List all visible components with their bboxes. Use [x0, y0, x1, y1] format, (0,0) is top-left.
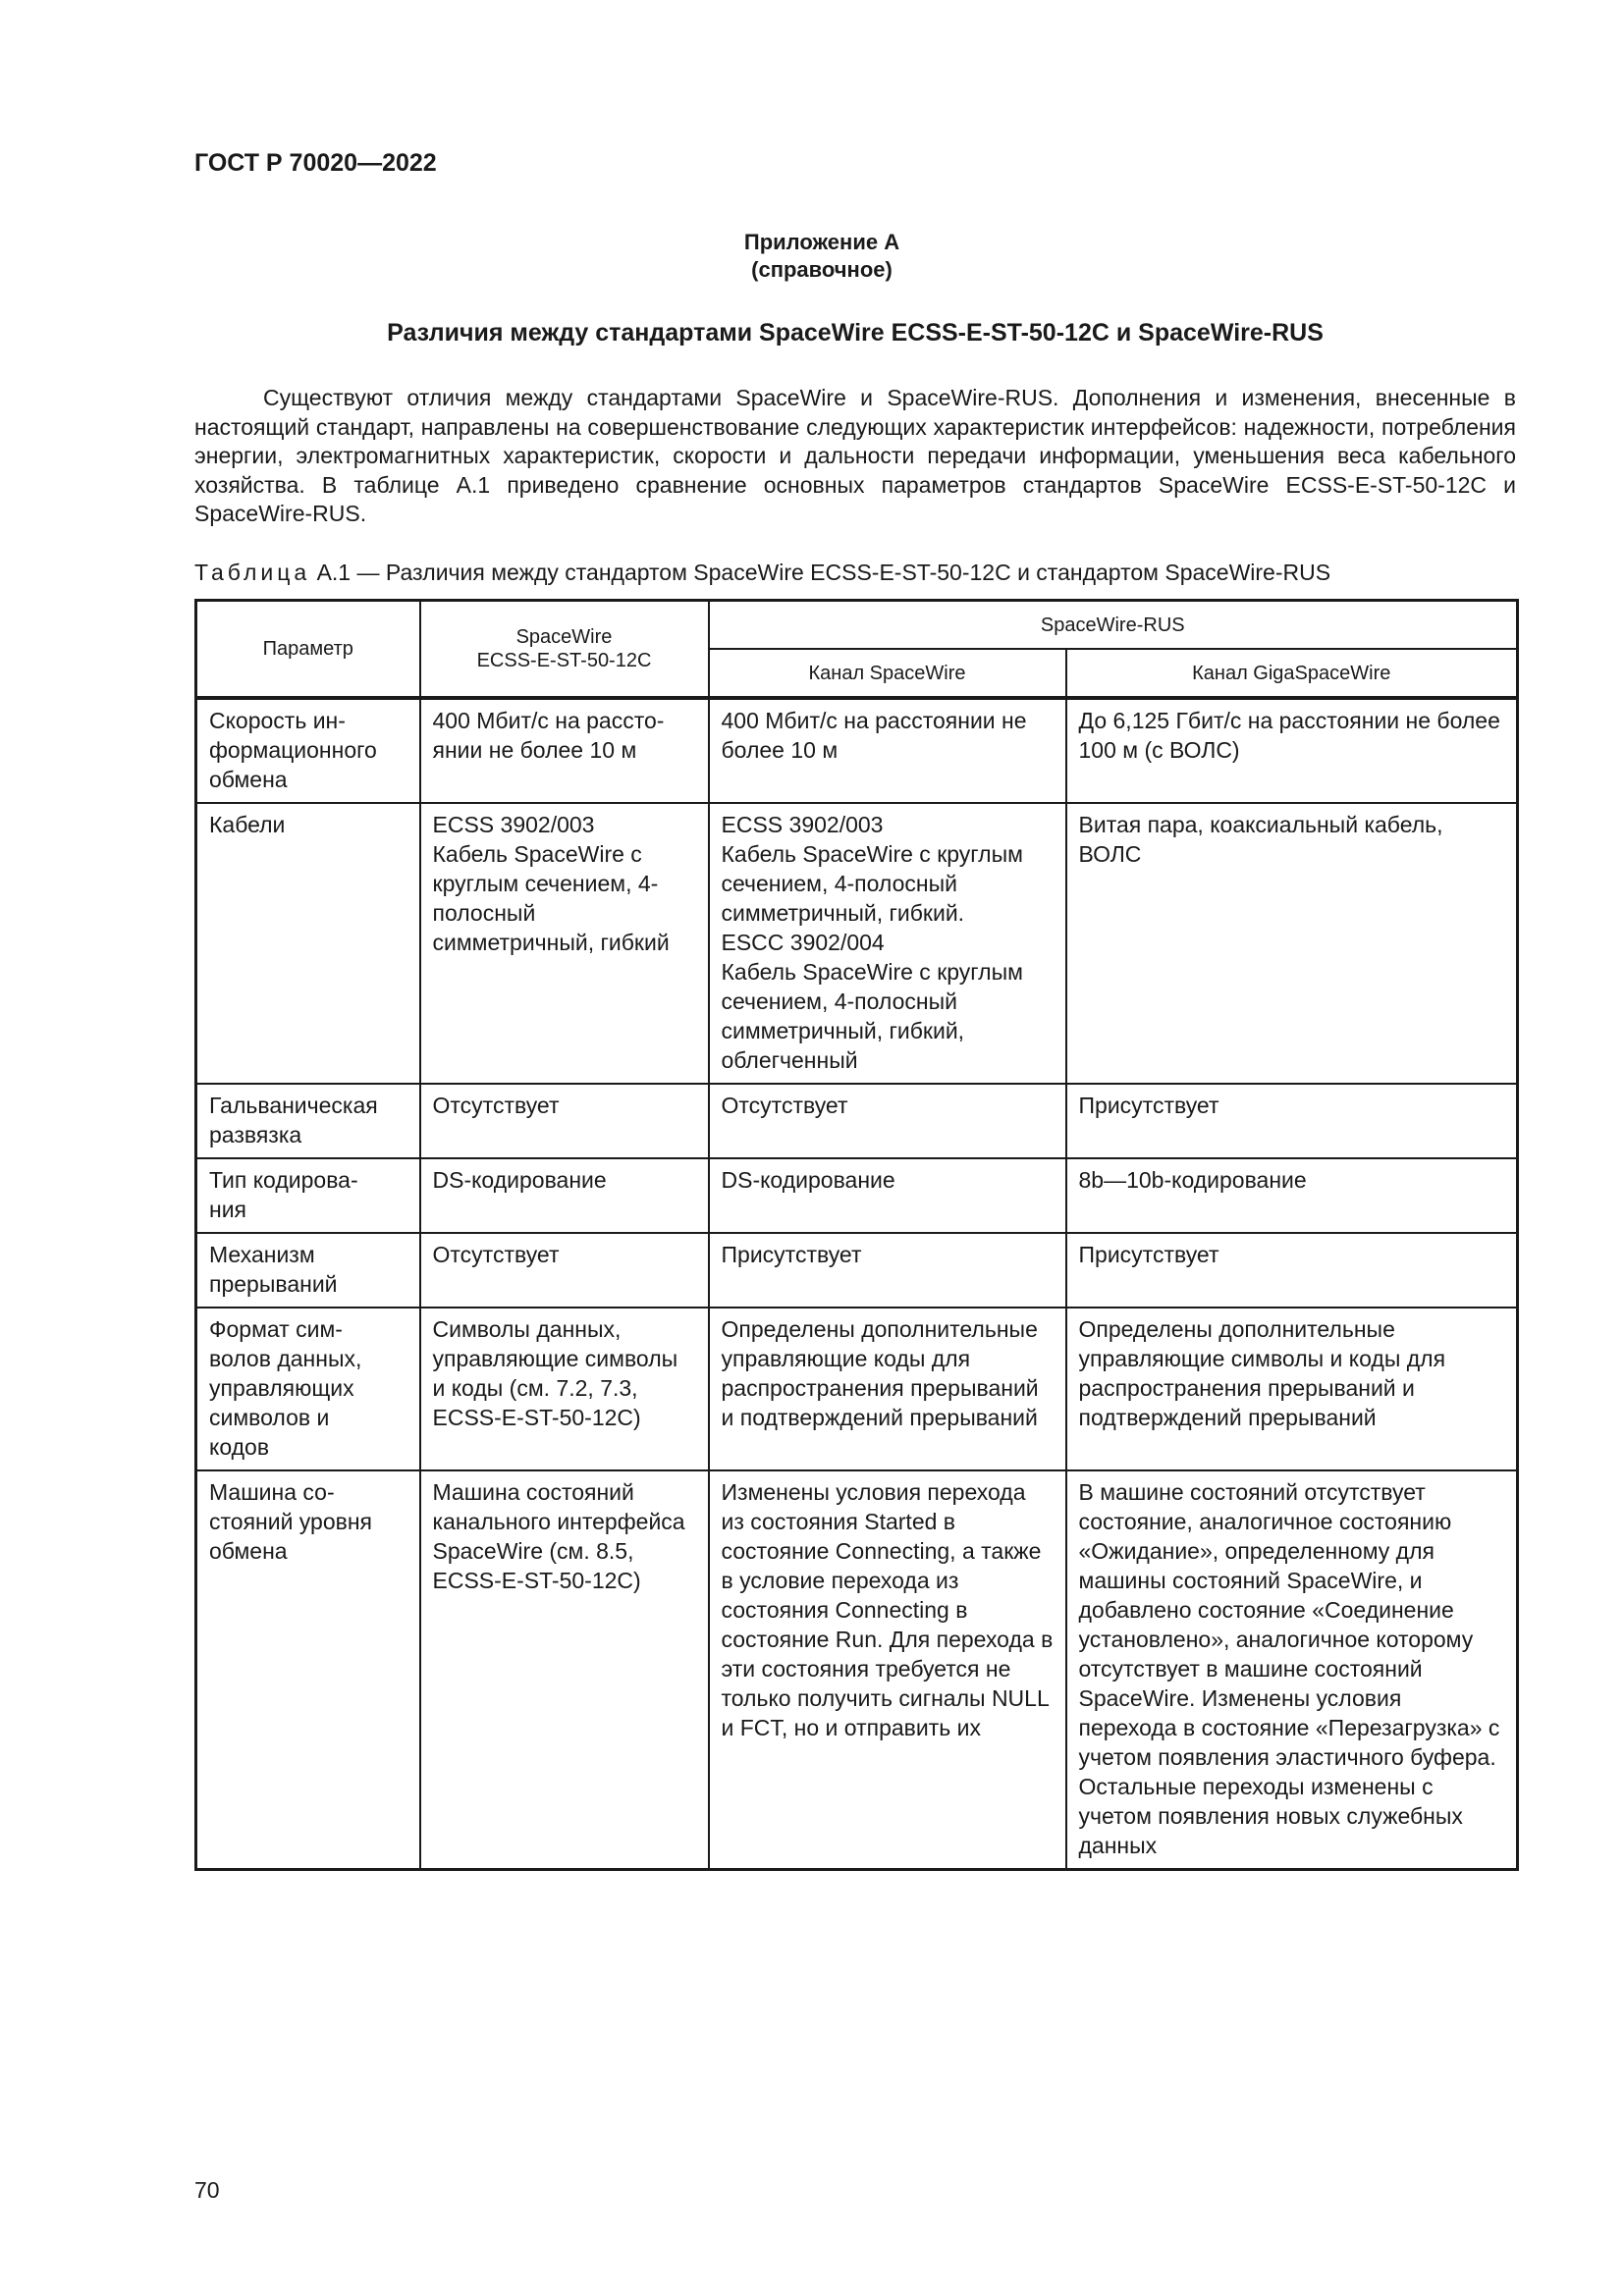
appendix-type: (справочное): [751, 257, 893, 282]
cell-giga: Присутствует: [1066, 1084, 1518, 1158]
cell-param: Тип кодирова- ния: [196, 1158, 420, 1233]
page-number: 70: [194, 2177, 220, 2203]
cell-ecss: Машина состояний канального интерфейса SpaceWire (см. 8.5, ECSS-E-ST-50-12C): [420, 1470, 709, 1870]
header-ecss-line1: SpaceWire: [515, 626, 613, 648]
cell-ecss: DS-кодирование: [420, 1158, 709, 1233]
table-caption-label: Таблица: [194, 560, 311, 585]
cell-sw: DS-кодирование: [709, 1158, 1066, 1233]
cell-ecss: 400 Мбит/с на рассто- янии не более 10 м: [420, 698, 709, 803]
cell-sw: Определены дополнительные управляющие коды для распространения прерываний и подтверждений прерываний: [709, 1308, 1066, 1470]
header-channel-spacewire: Канал SpaceWire: [709, 649, 1066, 698]
cell-giga: До 6,125 Гбит/с на расстоянии не более 100 м (с ВОЛС): [1066, 698, 1518, 803]
table-row: [196, 1233, 1518, 1308]
cell-giga: Витая пара, коаксиальный кабель, ВОЛС: [1066, 803, 1518, 1084]
cell-sw: ECSS 3902/003 Кабель SpaceWire с круглым сечением, 4-полосный симметричный, гибкий. ESCC 3902/004 Кабель SpaceWire с круглым сечением, 4-полосный симметричный, гибкий, облегченный: [709, 803, 1066, 1084]
appendix-heading: [0, 229, 1624, 284]
header-parameter: Параметр: [196, 601, 420, 699]
cell-sw: Изменены условия перехода из состояния Started в состояние Connecting, а также в условие перехода из состояния Connecting в состояние Run. Для перехода в эти состояния требуется не только получить сигналы NULL и FCT, но и отправить их: [709, 1470, 1066, 1870]
header-ecss: [420, 601, 709, 699]
cell-param: Гальваническая развязка: [196, 1084, 420, 1158]
table-row: [196, 803, 1518, 1084]
cell-giga: Определены дополнительные управляющие символы и коды для распространения прерываний и подтверждений прерываний: [1066, 1308, 1518, 1470]
cell-param: Формат сим- волов данных, управляющих символов и кодов: [196, 1308, 420, 1470]
header-ecss-line2: ECSS-E-ST-50-12C: [476, 650, 652, 671]
table-row: [196, 1084, 1518, 1158]
cell-ecss: Отсутствует: [420, 1233, 709, 1308]
table-row: [196, 1470, 1518, 1870]
cell-ecss: Символы данных, управляющие символы и коды (см. 7.2, 7.3, ECSS-E-ST-50-12C): [420, 1308, 709, 1470]
table-caption: [194, 560, 1330, 586]
comparison-table: [194, 599, 1519, 1871]
intro-paragraph: Существуют отличия между стандартами SpaceWire и SpaceWire-RUS. Дополнения и изменения, внесенные в настоящий стандарт, направлены на совершенствование следующих характеристик интерфейсов: надежности, потребления энергии, электромагнитных характеристик, скорости и дальности передачи информации, уменьшения веса кабельного хозяйства. В таблице А.1 приведено сравнение основных параметров стандартов SpaceWire ECSS-E-ST-50-12C и SpaceWire-RUS.: [194, 385, 1516, 526]
cell-param: Механизм прерываний: [196, 1233, 420, 1308]
cell-sw: Отсутствует: [709, 1084, 1066, 1158]
table-body: [196, 698, 1518, 1870]
table-row: [196, 1308, 1518, 1470]
cell-giga: В машине состояний отсутствует состояние, аналогичное состоянию «Ожидание», определенному для машины состояний SpaceWire, и добавлено состояние «Соединение установлено», аналогичное которому отсутствует в машине состояний SpaceWire. Изменены условия перехода в состояние «Перезагрузка» с учетом появления эластичного буфера. Остальные переходы изменены с учетом появления новых служебных данных: [1066, 1470, 1518, 1870]
cell-param: Кабели: [196, 803, 420, 1084]
cell-giga: Присутствует: [1066, 1233, 1518, 1308]
cell-ecss: Отсутствует: [420, 1084, 709, 1158]
table-row: [196, 698, 1518, 803]
appendix-label: Приложение А: [743, 230, 900, 254]
cell-param: Машина со- стояний уровня обмена: [196, 1470, 420, 1870]
document-code: ГОСТ Р 70020—2022: [194, 149, 437, 177]
cell-sw: 400 Мбит/с на расстоянии не более 10 м: [709, 698, 1066, 803]
cell-sw: Присутствует: [709, 1233, 1066, 1308]
cell-giga: 8b—10b-кодирование: [1066, 1158, 1518, 1233]
header-channel-gigaspacewire: Канал GigaSpaceWire: [1066, 649, 1518, 698]
table-caption-text: А.1 — Различия между стандартом SpaceWire ECSS-E-ST-50-12C и стандартом SpaceWire-RUS: [316, 560, 1331, 585]
appendix-title: Различия между стандартами SpaceWire ECSS-E-ST-50-12C и SpaceWire-RUS: [387, 319, 1324, 347]
cell-ecss: ECSS 3902/003 Кабель SpaceWire с круглым сечением, 4-полосный симметричный, гибкий: [420, 803, 709, 1084]
cell-param: Скорость ин- формационного обмена: [196, 698, 420, 803]
header-spacewire-rus: SpaceWire-RUS: [709, 601, 1518, 650]
table-row: [196, 1158, 1518, 1233]
